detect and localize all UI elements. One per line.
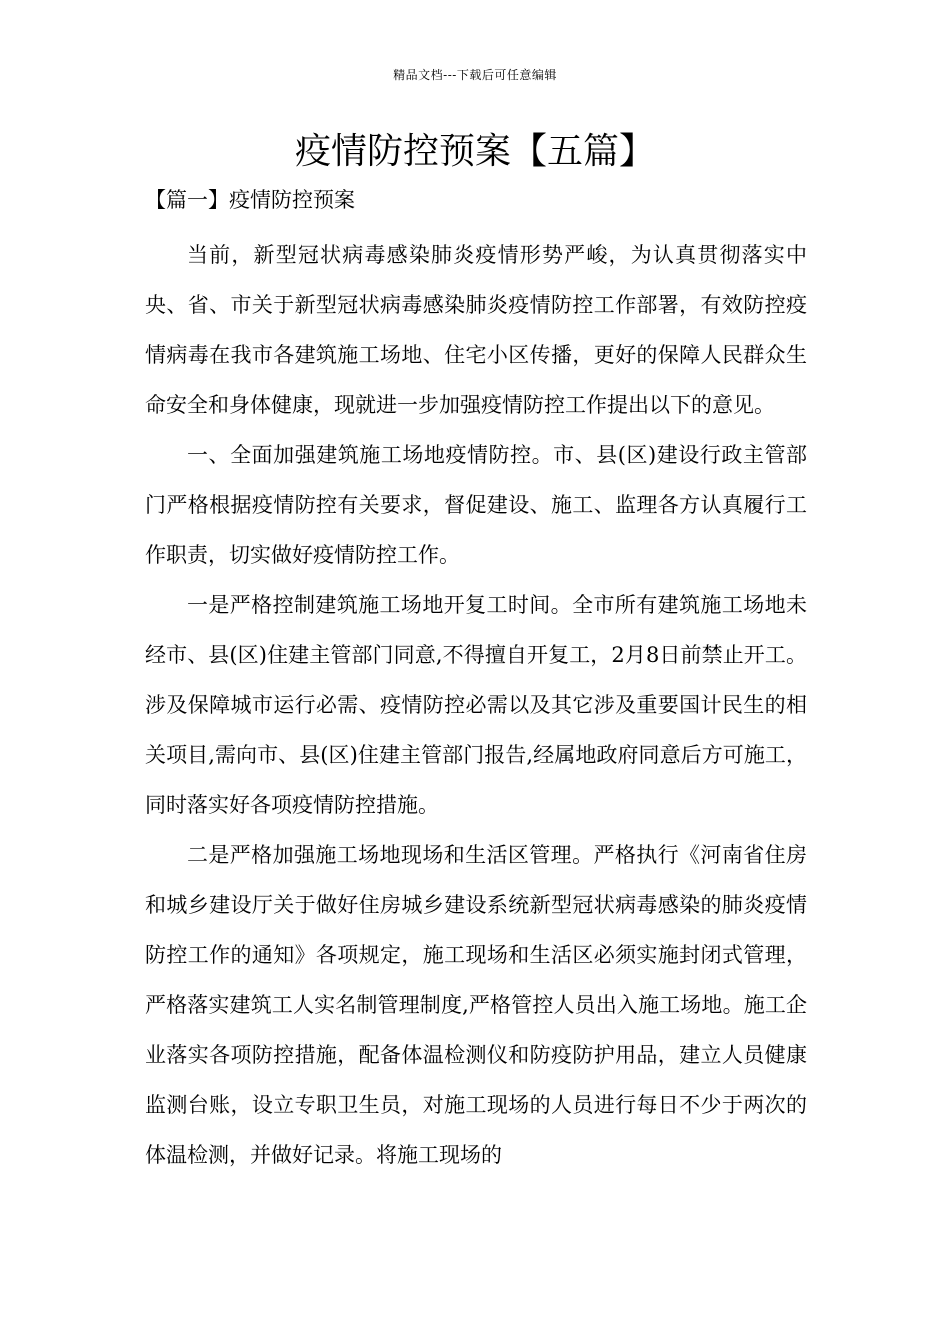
paragraph: 二是严格加强施工场地现场和生活区管理。严格执行《河南省住房和城乡建设厅关于做好住房城乡建设系统新型冠状病毒感染的肺炎疫情防控工作的通知》各项规定，施工现场和生活区必须实施封闭式管理，严格落实建筑工人实名制管理制度,严格管控人员出入施工场地。施工企业落实各项防控措施，配备体温检测仪和防疫防护用品，建立人员健康监测台账，设立专职卫生员，对施工现场的人员进行每日不少于两次的体温检测，并做好记录。将施工现场的: [145, 843, 807, 1167]
document-title: 疫情防控预案【五篇】: [294, 131, 655, 172]
section-heading: 【篇一】疫情防控预案: [145, 188, 355, 212]
paragraph: 一、全面加强建筑施工场地疫情防控。市、县(区)建设行政主管部门严格根据疫情防控有关要求，督促建设、施工、监理各方认真履行工作职责，切实做好疫情防控工作。: [145, 443, 807, 567]
document-body: [145, 230, 807, 1180]
header-note: 精品文档---下载后可任意编辑: [393, 68, 557, 82]
paragraph: 一是严格控制建筑施工场地开复工时间。全市所有建筑施工场地未经市、县(区)住建主管部门同意,不得擅自开复工，2月8日前禁止开工。涉及保障城市运行必需、疫情防控必需以及其它涉及重要国计民生的相关项目,需向市、县(区)住建主管部门报告,经属地政府同意后方可施工，同时落实好各项疫情防控措施。: [145, 593, 807, 817]
paragraph: 当前，新型冠状病毒感染肺炎疫情形势严峻，为认真贯彻落实中央、省、市关于新型冠状病毒感染肺炎疫情防控工作部署，有效防控疫情病毒在我市各建筑施工场地、住宅小区传播，更好的保障人民群众生命安全和身体健康，现就进一步加强疫情防控工作提出以下的意见。: [145, 243, 807, 417]
